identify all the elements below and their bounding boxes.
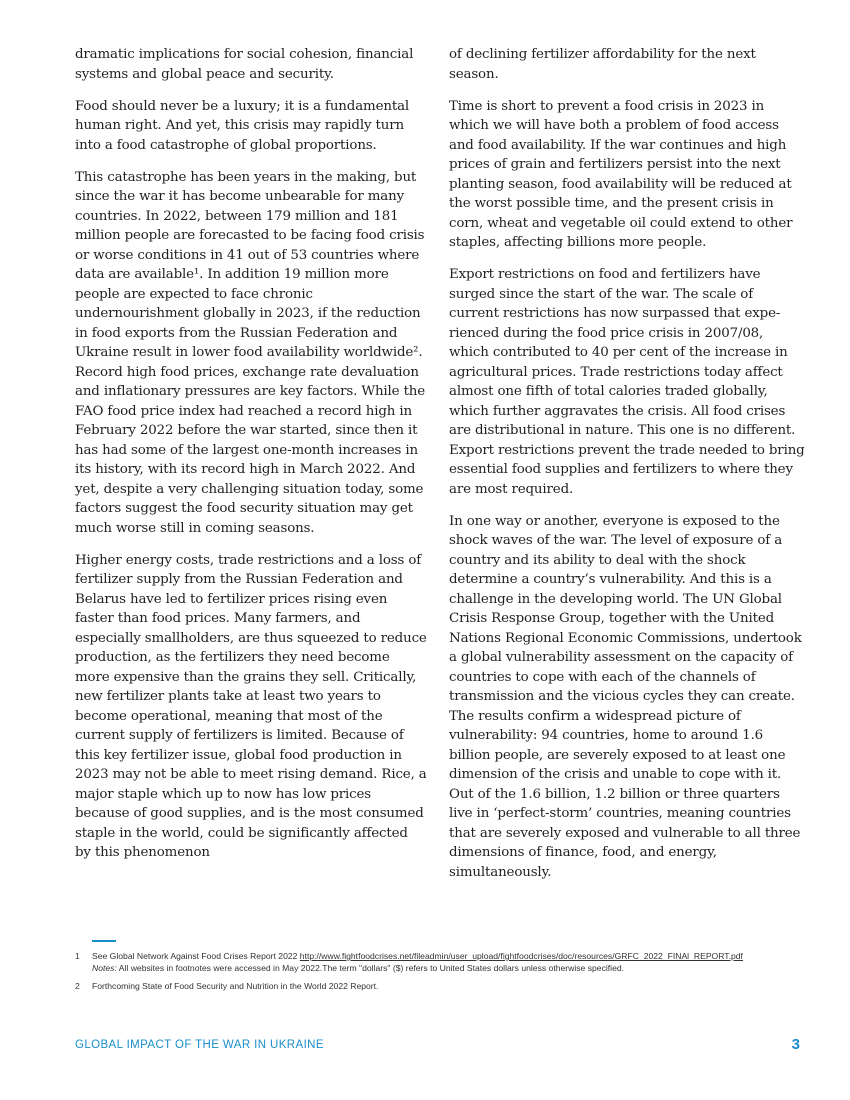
footnote-1 [75, 950, 795, 974]
footnote-2 [75, 980, 795, 992]
right-column [449, 45, 805, 895]
footer-title: GLOBAL IMPACT OF THE WAR IN UKRAINE [75, 1039, 324, 1051]
footnote-number: 2 [75, 981, 80, 991]
footnote-text: See Global Network Against Food Crises Report 2022 [92, 951, 298, 961]
body-paragraph: of declining fertilizer affordability for the next season. [449, 47, 756, 82]
left-column [75, 45, 427, 875]
page-number: 3 [791, 1036, 800, 1053]
footnote-note-text: All websites in footnotes were accessed in May 2022.The term "dollars" ($) refers to United States dollars unless otherwise specified. [118, 963, 625, 973]
body-paragraph: This catastrophe has been years in the making, but since the war it has become unbearable for many countries. In 2022, between 179 million and 181 million people are forecasted to be facing food crisis or worse conditions in 41 out of 53 countries where data are available¹. In addition 19 million more people are expected to face chronic undernourishment globally in 2023, if the reduction in food exports from the Russian Federation and Ukraine result in lower food availability worldwide². Record high food prices, exchange rate devaluation and inflationary pressures are key factors. While the FAO food price index had reached a record high in February 2022 before the war started, since then it has had some of the largest one-month increases in its history, with its record high in March 2022. And yet, despite a very challenging situation today, some factors suggest the food security situation may get much worse still in coming seasons. [75, 169, 426, 536]
body-paragraph: Food should never be a luxury; it is a fundamental human right. And yet, this crisis may rapidly turn into a food catastrophe of global proportions. [75, 98, 410, 153]
footnote-number: 1 [75, 951, 80, 961]
body-paragraph: dramatic implications for social cohesion, financial systems and global peace and security. [75, 47, 414, 82]
footnote-divider [92, 940, 116, 942]
footnote-note-label: Notes: [92, 963, 117, 973]
footnote-text: Forthcoming State of Food Security and Nutrition in the World 2022 Report. [92, 981, 379, 991]
footnotes [75, 950, 795, 998]
body-paragraph: Time is short to prevent a food crisis in 2023 in which we will have both a problem of food access and food availability. If the war continues and high prices of grain and fertilizers persist into the next planting season, food availability will be reduced at the worst possible time, and the present crisis in corn, wheat and vegetable oil could extend to other staples, affecting billions more people. [449, 98, 793, 250]
body-paragraph: In one way or another, everyone is exposed to the shock waves of the war. The level of exposure of a country and its ability to deal with the shock determine a country’s vulnerability. And this is a challenge in the developing world. The UN Global Crisis Response Group, together with the United Nations Regional Economic Commissions, undertook a global vulnerability assessment on the capacity of countries to cope with each of the channels of transmission and the vicious cycles they can create. The results confirm a widespread picture of vulnerability: 94 countries, home to around 1.6 billion people, are severely exposed to at least one dimension of the crisis and unable to cope with it. Out of the 1.6 billion, 1.2 billion or three quarters live in ‘perfect-storm’ countries, meaning countries that are severely exposed and vulnerable to all three dimensions of finance, food, and energy, simultaneously. [449, 513, 802, 880]
footnote-link[interactable]: http://www.fightfoodcrises.net/fileadmin/user_upload/fightfoodcrises/doc/resources/GRFC_2022_FINAl_REPORT.pdf [299, 951, 743, 961]
body-paragraph: Higher energy costs, trade restrictions and a loss of fertilizer supply from the Russian Federation and Belarus have led to fertilizer prices rising even faster than food prices. Many farmers, and especially smallholders, are thus squeezed to reduce production, as the fertilizers they need become more expensive than the grains they sell. Critically, new fertilizer plants take at least two years to become operational, meaning that most of the current supply of fertilizers is limited. Because of this key fertilizer issue, global food production in 2023 may not be able to meet rising demand. Rice, a major staple which up to now has low prices because of good supplies, and is the most consumed staple in the world, could be significantly affected by this phenomenon [75, 552, 427, 860]
body-paragraph: Export restrictions on food and fertilizers have surged since the start of the war. The scale of current restrictions has now surpassed that experienced during the food price crisis in 2007/08, which contributed to 40 per cent of the increase in agricultural prices. Trade restrictions today affect almost one fifth of total calories traded globally, which further aggravates the crisis. All food crises are distributional in nature. This one is no different. Export restrictions prevent the trade needed to bring essential food supplies and fertilizers to where they are most required. [449, 267, 805, 497]
